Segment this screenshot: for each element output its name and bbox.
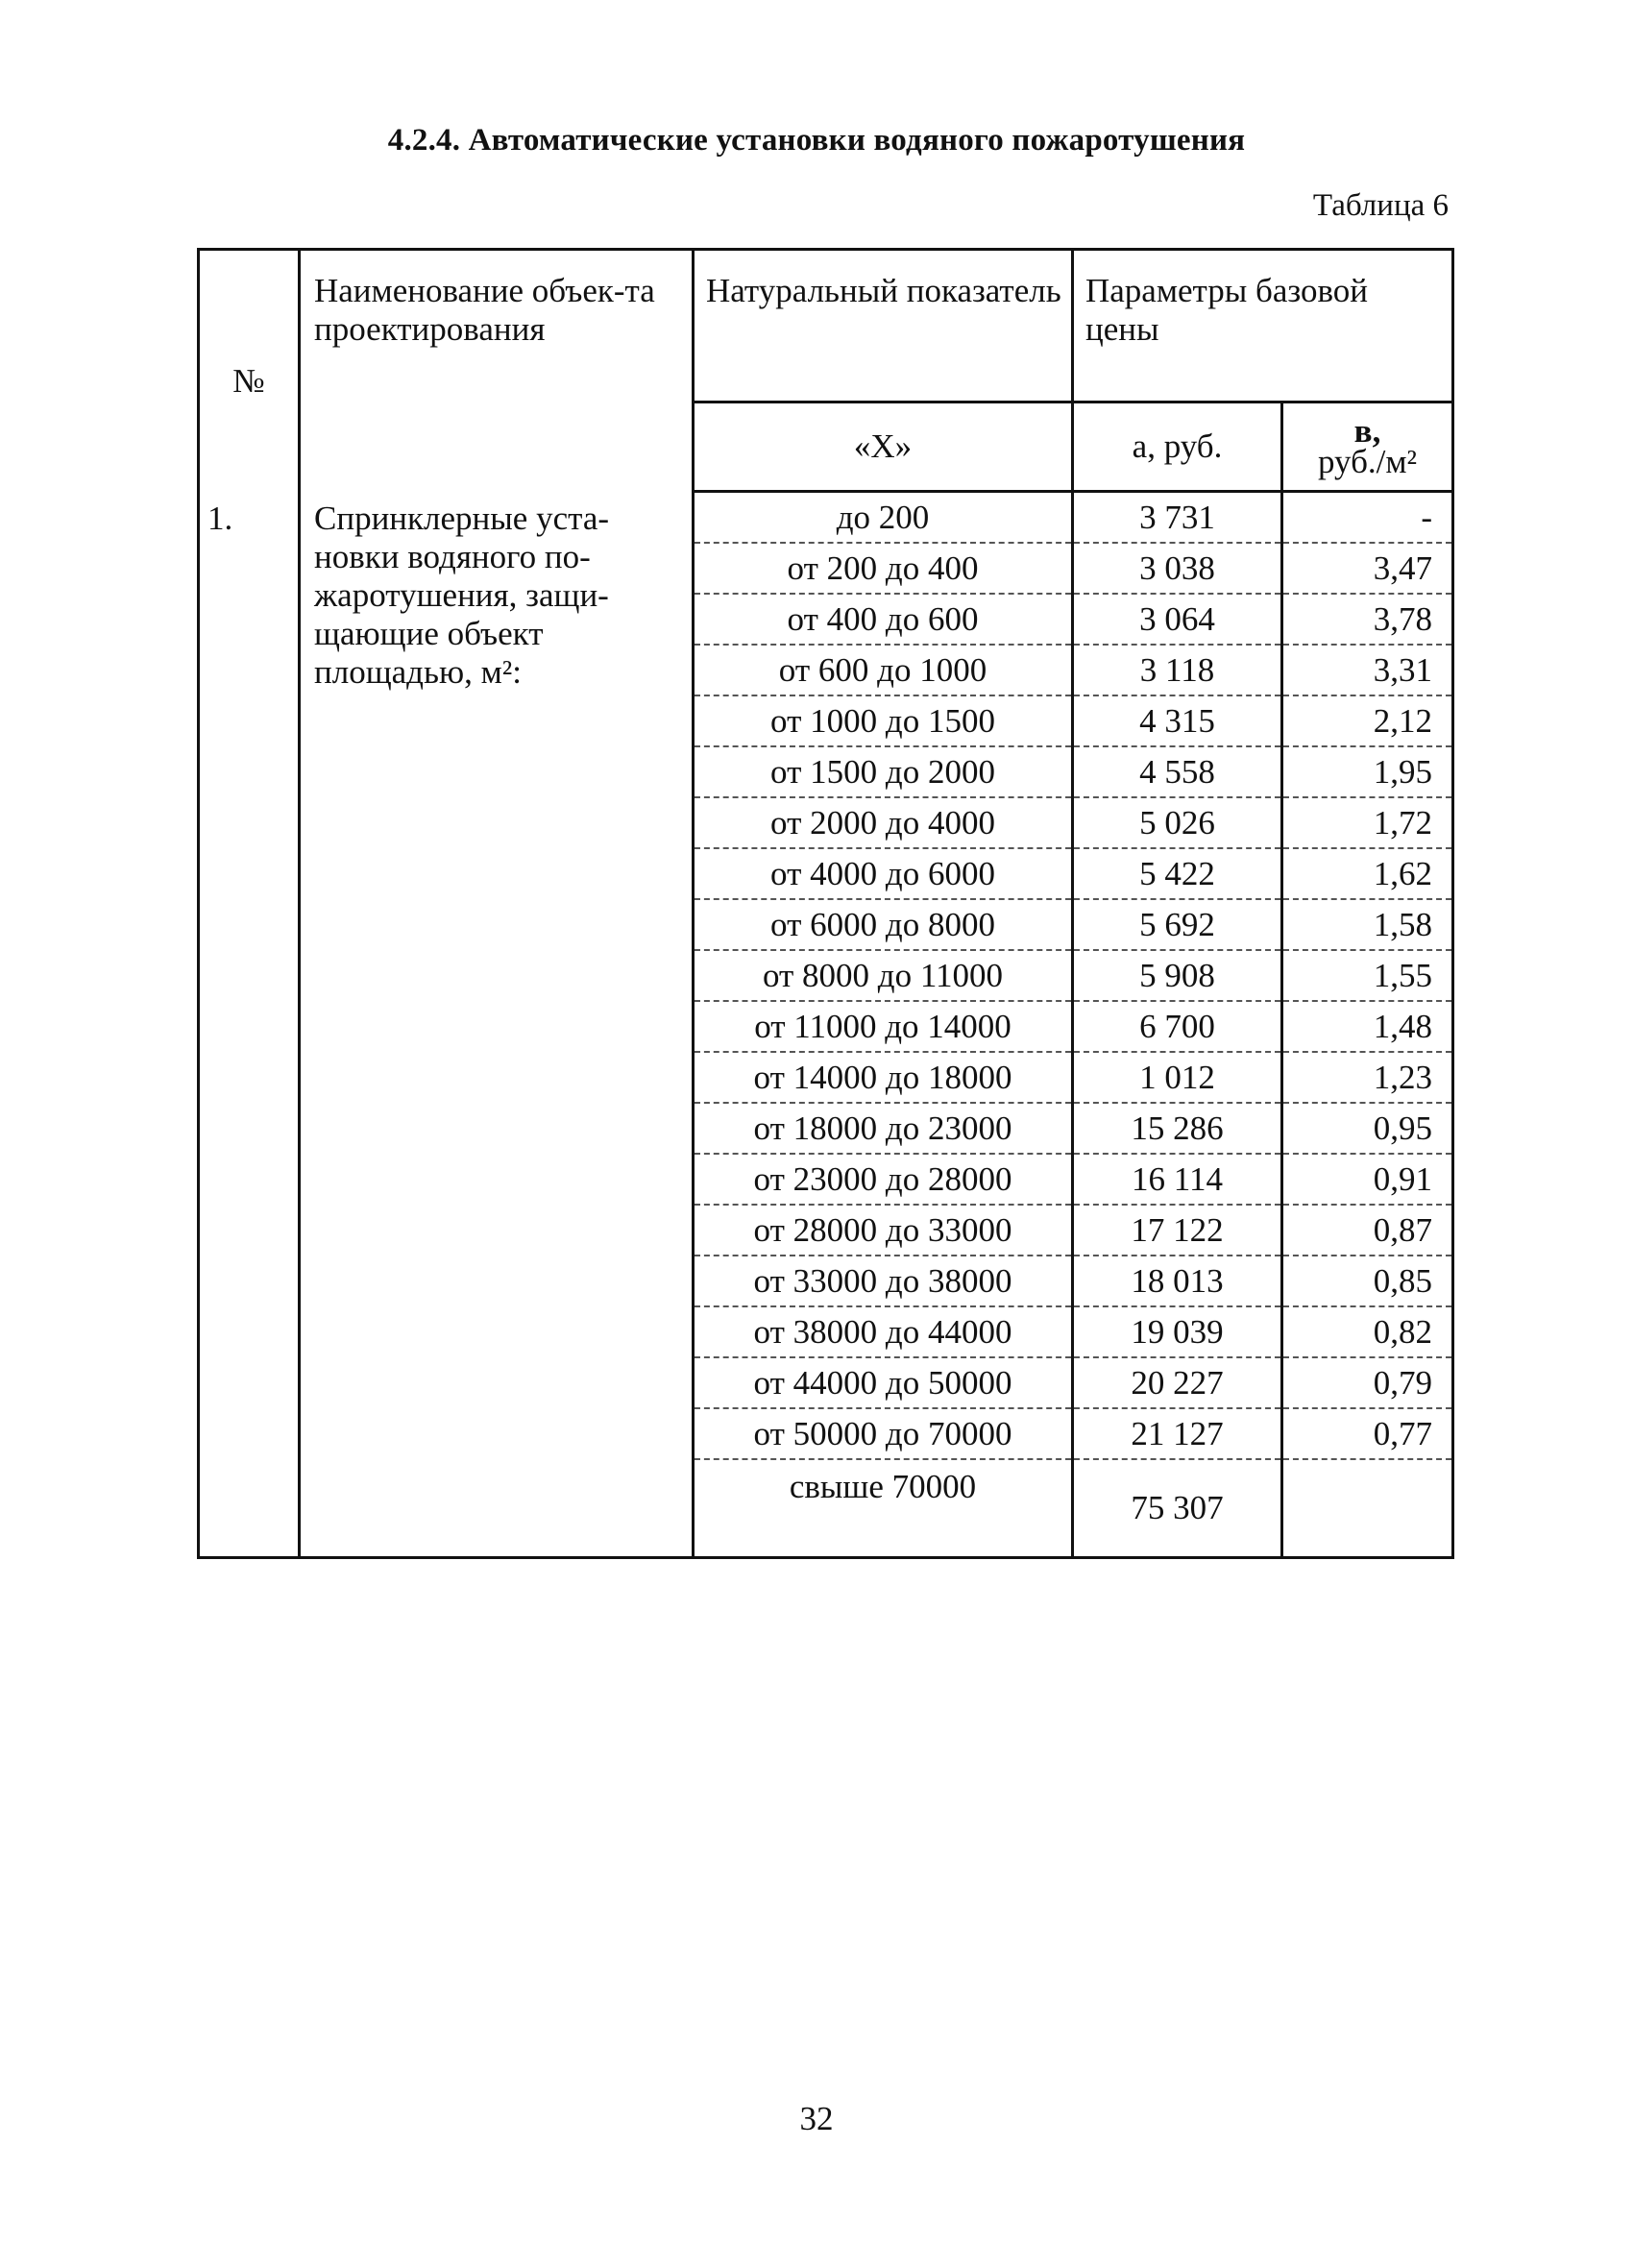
price-table <box>197 248 1454 1559</box>
header-b-symbol: в, <box>1353 412 1381 450</box>
cell-price-b: 1,62 <box>1282 848 1453 899</box>
header-a: а, руб. <box>1073 402 1282 492</box>
cell-natural-value: от 6000 до 8000 <box>694 899 1073 950</box>
page-number: 32 <box>799 2100 834 2137</box>
header-params: Параметры базовой цены <box>1073 250 1453 402</box>
cell-natural-value: от 2000 до 4000 <box>694 797 1073 848</box>
cell-price-a: 3 038 <box>1073 543 1282 594</box>
cell-natural-value: от 44000 до 50000 <box>694 1357 1073 1408</box>
cell-price-a: 17 122 <box>1073 1205 1282 1256</box>
cell-price-a: 5 026 <box>1073 797 1282 848</box>
cell-natural-value: от 50000 до 70000 <box>694 1408 1073 1459</box>
cell-price-b: 3,31 <box>1282 645 1453 695</box>
cell-natural-value: от 600 до 1000 <box>694 645 1073 695</box>
cell-price-a: 15 286 <box>1073 1103 1282 1154</box>
cell-price-a: 5 422 <box>1073 848 1282 899</box>
cell-natural-value: от 38000 до 44000 <box>694 1306 1073 1357</box>
cell-natural-value: от 28000 до 33000 <box>694 1205 1073 1256</box>
cell-natural-value: от 4000 до 6000 <box>694 848 1073 899</box>
cell-price-a: 6 700 <box>1073 1001 1282 1052</box>
cell-price-a: 3 118 <box>1073 645 1282 695</box>
cell-natural-value: от 1500 до 2000 <box>694 746 1073 797</box>
header-b-unit: руб./м² <box>1318 443 1418 480</box>
cell-price-b: 2,12 <box>1282 695 1453 746</box>
cell-price-b: 0,87 <box>1282 1205 1453 1256</box>
cell-price-a: 4 558 <box>1073 746 1282 797</box>
cell-price-a: 16 114 <box>1073 1154 1282 1205</box>
cell-natural-value: свыше 70000 <box>694 1459 1073 1558</box>
cell-natural-value: от 18000 до 23000 <box>694 1103 1073 1154</box>
cell-natural-value: от 23000 до 28000 <box>694 1154 1073 1205</box>
cell-natural-value: от 400 до 600 <box>694 594 1073 645</box>
cell-natural-value: до 200 <box>694 492 1073 544</box>
cell-price-b: 1,23 <box>1282 1052 1453 1103</box>
cell-price-b: 1,58 <box>1282 899 1453 950</box>
cell-price-b: 0,91 <box>1282 1154 1453 1205</box>
cell-price-b: 0,85 <box>1282 1256 1453 1306</box>
row-number: 1. <box>199 492 300 1558</box>
cell-natural-value: от 14000 до 18000 <box>694 1052 1073 1103</box>
table-body <box>199 492 1453 1558</box>
section-heading: 4.2.4. Автоматические установки водяного пожаротушения <box>387 123 1246 158</box>
cell-price-b: 0,82 <box>1282 1306 1453 1357</box>
cell-price-a: 21 127 <box>1073 1408 1282 1459</box>
header-b <box>1282 402 1453 492</box>
cell-natural-value: от 8000 до 11000 <box>694 950 1073 1001</box>
cell-price-b: 1,48 <box>1282 1001 1453 1052</box>
table-row <box>199 492 1453 544</box>
cell-price-a: 18 013 <box>1073 1256 1282 1306</box>
cell-price-a: 3 064 <box>1073 594 1282 645</box>
cell-natural-value: от 33000 до 38000 <box>694 1256 1073 1306</box>
header-no: № <box>199 250 300 492</box>
cell-price-b: 0,95 <box>1282 1103 1453 1154</box>
cell-price-a: 75 307 <box>1073 1459 1282 1558</box>
cell-price-a: 19 039 <box>1073 1306 1282 1357</box>
cell-price-a: 20 227 <box>1073 1357 1282 1408</box>
cell-price-b: 1,72 <box>1282 797 1453 848</box>
header-name: Наименование объек-та проектирования <box>300 250 694 492</box>
cell-price-a: 4 315 <box>1073 695 1282 746</box>
cell-price-b: - <box>1282 492 1453 544</box>
cell-price-b: 1,55 <box>1282 950 1453 1001</box>
cell-price-b: 3,47 <box>1282 543 1453 594</box>
cell-price-b: 0,77 <box>1282 1408 1453 1459</box>
cell-price-b: 3,78 <box>1282 594 1453 645</box>
header-x: «X» <box>694 402 1073 492</box>
cell-price-b: 0,79 <box>1282 1357 1453 1408</box>
cell-price-a: 5 692 <box>1073 899 1282 950</box>
cell-price-a: 3 731 <box>1073 492 1282 544</box>
cell-price-a: 5 908 <box>1073 950 1282 1001</box>
cell-price-b: 1,95 <box>1282 746 1453 797</box>
cell-natural-value: от 1000 до 1500 <box>694 695 1073 746</box>
cell-price-b <box>1282 1459 1453 1558</box>
table-label: Таблица 6 <box>1312 188 1449 223</box>
row-object-name: Спринклерные уста-новки водяного по-жаротушения, защи-щающие объект площадью, м²: <box>300 492 694 1558</box>
cell-natural-value: от 200 до 400 <box>694 543 1073 594</box>
cell-price-a: 1 012 <box>1073 1052 1282 1103</box>
cell-natural-value: от 11000 до 14000 <box>694 1001 1073 1052</box>
header-natural: Натуральный показатель <box>694 250 1073 402</box>
